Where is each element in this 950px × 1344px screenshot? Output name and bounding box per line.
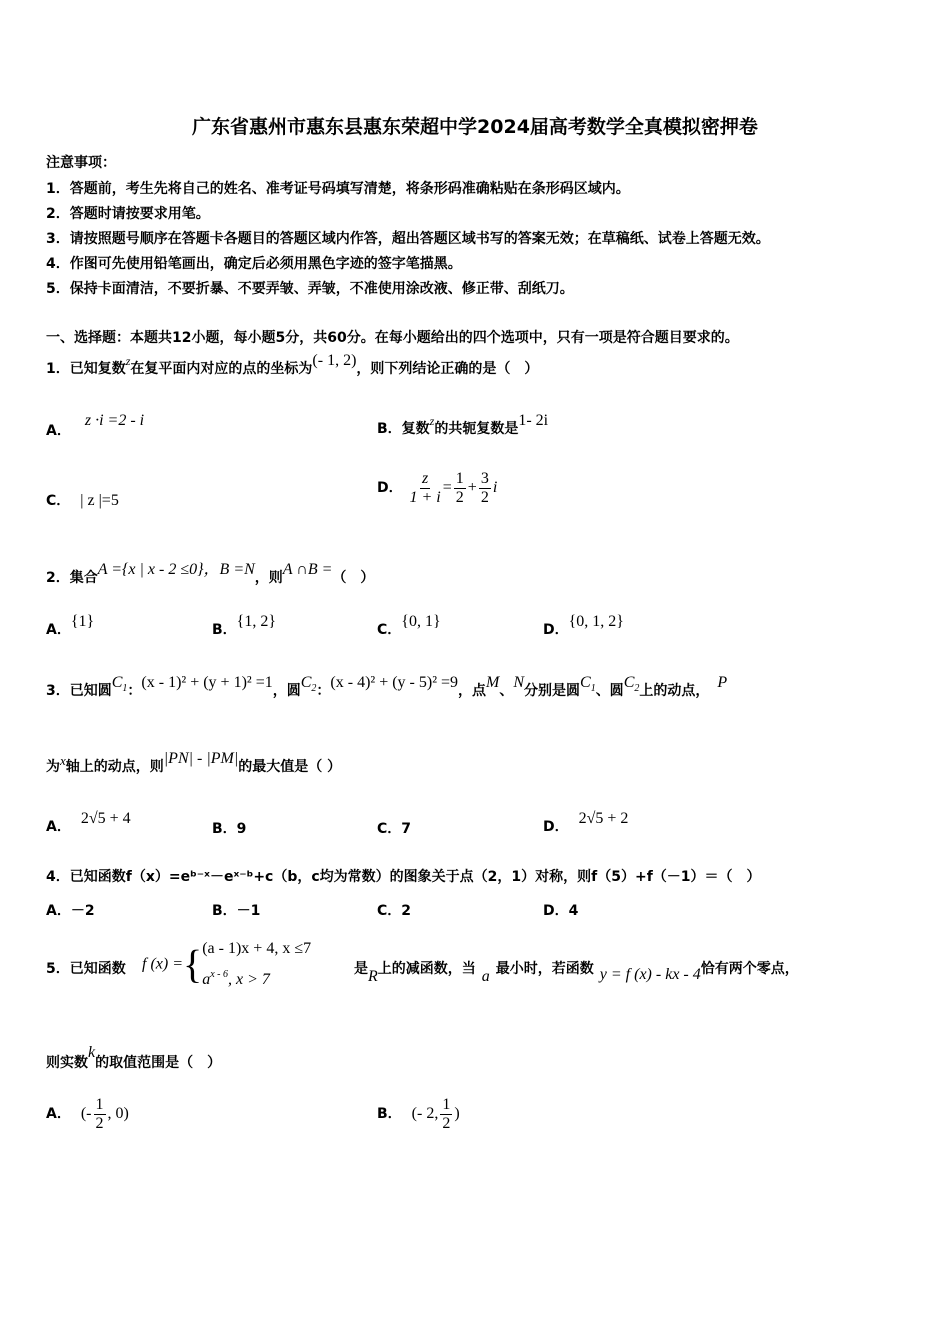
- piecewise-function: f (x) ={ (a - 1)x + 4, x ≤7 $a^{x - 6}$, x > 7: [142, 940, 312, 988]
- q3-option-d[interactable]: D． 2√5 + 2: [543, 810, 629, 835]
- q4-option-a[interactable]: A．－2: [46, 903, 95, 919]
- notice-item: 3．请按照题号顺序在答题卡各题目的答题区域内作答，超出答题区域书写的答案无效；在草稿纸、试卷上答题无效。: [46, 231, 770, 247]
- question-2: 2．集合A ={x | x - 2 ≤0}，B =N，则A ∩B =（ ）: [46, 561, 375, 586]
- notice-heading: 注意事项：: [46, 155, 116, 171]
- q5-option-a[interactable]: A． (- $\frac{1}{2}$ , 0): [46, 1096, 129, 1132]
- question-3: 3．已知圆$C_1$：(x - 1)² + (y + 1)² =1，圆$C_2$：(x - 4)² + (y - 5)² =9，点M、N分别是圆$C_1$、圆$C_2$上的动点， P: [46, 674, 728, 699]
- q4-option-b[interactable]: B．－1: [212, 903, 261, 919]
- notice-item: 4．作图可先使用铅笔画出，确定后必须用黑色字迹的签字笔描黑。: [46, 256, 462, 272]
- q3-option-b[interactable]: B．9: [212, 821, 247, 837]
- notice-item: 5．保持卡面清洁，不要折暴、不要弄皱、弄皱，不准使用涂改液、修正带、刮纸刀。: [46, 281, 574, 297]
- question-1: 1．已知复数z在复平面内对应的点的坐标为(- 1, 2)，则下列结论正确的是（ ）: [46, 352, 539, 377]
- q3-option-c[interactable]: C．7: [377, 821, 412, 837]
- q2-option-d[interactable]: D．{0, 1, 2}: [543, 613, 624, 638]
- q4-option-d[interactable]: D．4: [543, 903, 579, 919]
- q2-option-a[interactable]: A．{1}: [46, 613, 95, 638]
- q5-option-b[interactable]: B． (- 2, $\frac{1}{2}$ ): [377, 1096, 460, 1132]
- q4-option-c[interactable]: C．2: [377, 903, 412, 919]
- q2-option-c[interactable]: C．{0, 1}: [377, 613, 441, 638]
- notice-item: 1．答题前，考生先将自己的姓名、准考证号码填写清楚，将条形码准确粘贴在条形码区域内。: [46, 181, 630, 197]
- question-4: 4．已知函数f（x）=eᵇ⁻ˣ－eˣ⁻ᵇ+c（b，c均为常数）的图象关于点（2，1）对称，则f（5）+f（－1）＝（ ）: [46, 869, 761, 885]
- q1-option-d[interactable]: D． $\frac{z}{1 + i}$ = $\frac{1}{2}$ + $\frac{3}{2}$ i: [377, 470, 498, 506]
- question-3-line2: 为x轴上的动点，则|PN| - |PM|的最大值是（ ）: [46, 750, 342, 775]
- page-title: 广东省惠州市惠东县惠东荣超中学2024届高考数学全真模拟密押卷: [192, 116, 758, 138]
- q1-option-c[interactable]: C． | z |=5: [46, 492, 119, 509]
- q1-option-b[interactable]: B．复数z的共轭复数是1- 2i: [377, 412, 549, 437]
- q1-option-a[interactable]: A．z ·i =2 - i: [46, 412, 145, 439]
- notice-item: 2．答题时请按要求用笔。: [46, 206, 210, 222]
- question-5-line2: 则实数k的取值范围是（ ）: [46, 1044, 222, 1071]
- question-5-middle: 是R上的减函数，当 a 最小时，若函数 y = f (x) - kx - 4恰有两个零点，: [354, 961, 799, 985]
- q2-option-b[interactable]: B．{1, 2}: [212, 613, 277, 638]
- q3-option-a[interactable]: A． 2√5 + 4: [46, 810, 131, 835]
- question-5-lead: 5．已知函数: [46, 961, 126, 977]
- section-heading: 一、选择题：本题共12小题，每小题5分，共60分。在每小题给出的四个选项中，只有一项是符合题目要求的。: [46, 330, 739, 346]
